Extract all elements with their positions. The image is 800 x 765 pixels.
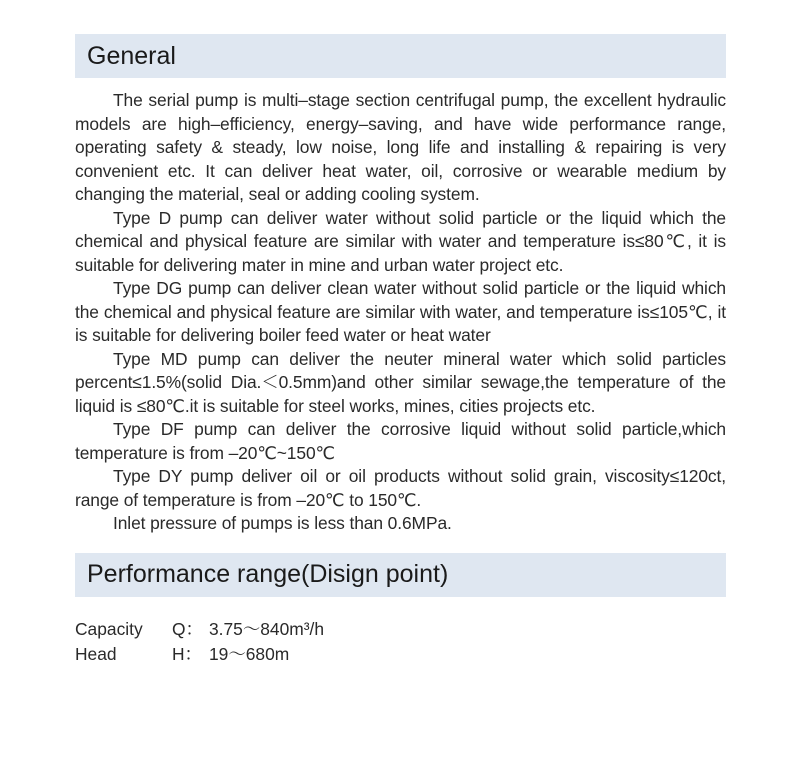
performance-section-title: Performance range(Disign point)	[87, 560, 449, 588]
paragraph-type-df: Type DF pump can deliver the corrosive liquid without solid particle,which temperature is from –20℃~150℃	[75, 419, 726, 463]
document-page	[75, 34, 726, 667]
general-section-header	[75, 34, 726, 78]
general-section-body	[75, 89, 726, 536]
paragraph-intro: The serial pump is multi–stage section centrifugal pump, the excellent hydraulic models are high–efficiency, energy–saving, and have wide performance range, operating safety & steady, low noise, long life and installing & repairing is very convenient etc. It can deliver heat water, oil, corrosive or wearable medium by changing the material, seal or adding cooling system.	[75, 90, 726, 204]
paragraph-type-dy: Type DY pump deliver oil or oil products without solid grain, viscosity≤120ct, range of temperature is from –20℃ to 150℃.	[75, 466, 726, 510]
paragraph-type-d: Type D pump can deliver water without solid particle or the liquid which the chemical and physical feature are similar with water and temperature is≤80℃, it is suitable for delivering mater in mine and urban water project etc.	[75, 207, 726, 275]
spec-row-capacity	[75, 617, 726, 642]
spec-symbol: H：	[172, 643, 202, 664]
spec-label: Head	[75, 643, 117, 664]
spec-symbol: Q：	[172, 618, 203, 639]
performance-section-header	[75, 553, 726, 597]
spec-row-head	[75, 642, 726, 667]
spec-label: Capacity	[75, 618, 143, 639]
spec-value: 3.75～840m³/h	[209, 618, 325, 639]
spec-value: 19～680m	[209, 643, 290, 664]
paragraph-type-md: Type MD pump can deliver the neuter mineral water which solid particles percent≤1.5%(solid Dia.＜0.5mm)and other similar sewage,the temperature of the liquid is ≤80℃.it is suitable for steel works, mines, cities projects etc.	[75, 348, 726, 416]
performance-specs	[75, 617, 726, 667]
paragraph-type-dg: Type DG pump can deliver clean water without solid particle or the liquid which the chemical and physical feature are similar with water, and temperature is≤105℃, it is suitable for delivering boiler feed water or heat water	[75, 278, 726, 345]
general-section-title: General	[87, 41, 176, 70]
paragraph-inlet-pressure: Inlet pressure of pumps is less than 0.6MPa.	[113, 513, 452, 533]
